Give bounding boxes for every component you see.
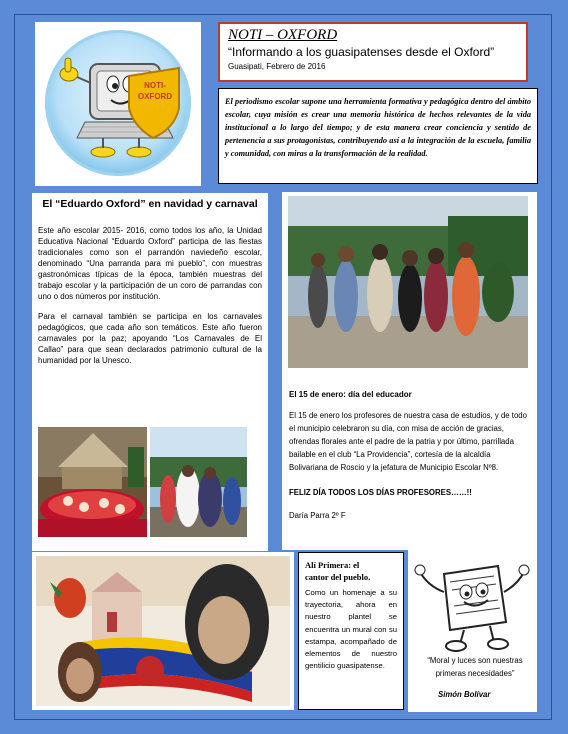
article-title: El “Eduardo Oxford” en navidad y carnaval [42,198,258,210]
badge-line-1: NOTI- [144,81,166,90]
ali-heading-line-2: cantor del pueblo. [305,572,371,582]
dateline: Guasipati, Febrero de 2016 [228,62,326,71]
badge-line-2: OXFORD [137,92,173,101]
intro-paragraph: El periodismo escolar supone una herramienta formativa y pedagógica dentro del ámbito escolar, cuya misión es crear una memoria histórica de hechos relevantes de la vida institucional a lo largo del tiempo; y de esta manera crear conciencia y sentido de pertenencia a sus protagonistas, contribuyendo así a la integración de la escuela, familia y comunidad, con miras a la transformación de la realidad. [218,88,538,184]
teachers-group-photo [288,196,528,368]
ali-primera-article [298,552,404,710]
computer-mascot-icon [35,22,201,186]
christmas-photo [38,427,147,537]
ali-primera-mural-photo [32,552,294,710]
noti-oxford-logo [35,22,201,186]
article-body: El 15 de enero los profesores de nuestra casa de estudios, y de todo el municipio celebraron su día, con misa de acción de gracias, ofrendas florales ante el padre de la patria y por último, parrillada bailable en el club “La Providencia”, cortesía de la alcaldía Bolivariana de Roscio y la jefatura de Municipio Escolar Nº8. [289,411,527,472]
educator-day-article [282,192,537,550]
logo-badge-text [133,80,177,102]
quote-author: Simón Bolívar [438,690,491,699]
article-paragraph-2: Para el carnaval también se participa en los carnavales pedagógicos, que cada año son temáticos. Este año fueron carnavales por la paz; apoyando “Los Carnavales de El Callao” para que sean declarados patrimonio cultural de la humanidad por la Unesco. [38,312,262,365]
carnival-photo [150,427,247,537]
newspaper-mascot-icon [414,556,531,656]
ali-body: Como un homenaje a su trayectoria, ahora en nuestro plantel se encuentra un mural con su estampa, acompañado de elementos de nuestro gentilicio guasipatense. [305,588,397,671]
bolivar-quote-box [408,550,537,712]
quote-text: “Moral y luces son nuestras primeras necesidades” [427,656,523,678]
newspaper-slogan: “Informando a los guasipatenses desde el Oxford” [228,45,495,59]
byline: Daría Parra 2º F [289,511,346,520]
article-paragraph-1: Este año escolar 2015- 2016, como todos los año, la Unidad Educativa Nacional “Eduardo Oxford” participa de las fiestas tradicionales como son el parrandón naviedeño escolar, denominado “Una parranda para mi pueblo”, con muestras gastronómicas típicas de la época, también muestras del trabajo escolar y la participación de un coro de parrandas con uno o dos números por institución. [38,226,262,301]
greeting-line: FELIZ DÍA TODOS LOS DÍAS PROFESORES……!! [289,488,472,497]
newspaper-title: NOTI – OXFORD [228,27,338,43]
masthead [218,22,528,82]
ali-heading-line-1: Alí Primera: el [305,560,360,570]
article-heading: El 15 de enero: día del educador [289,390,412,399]
